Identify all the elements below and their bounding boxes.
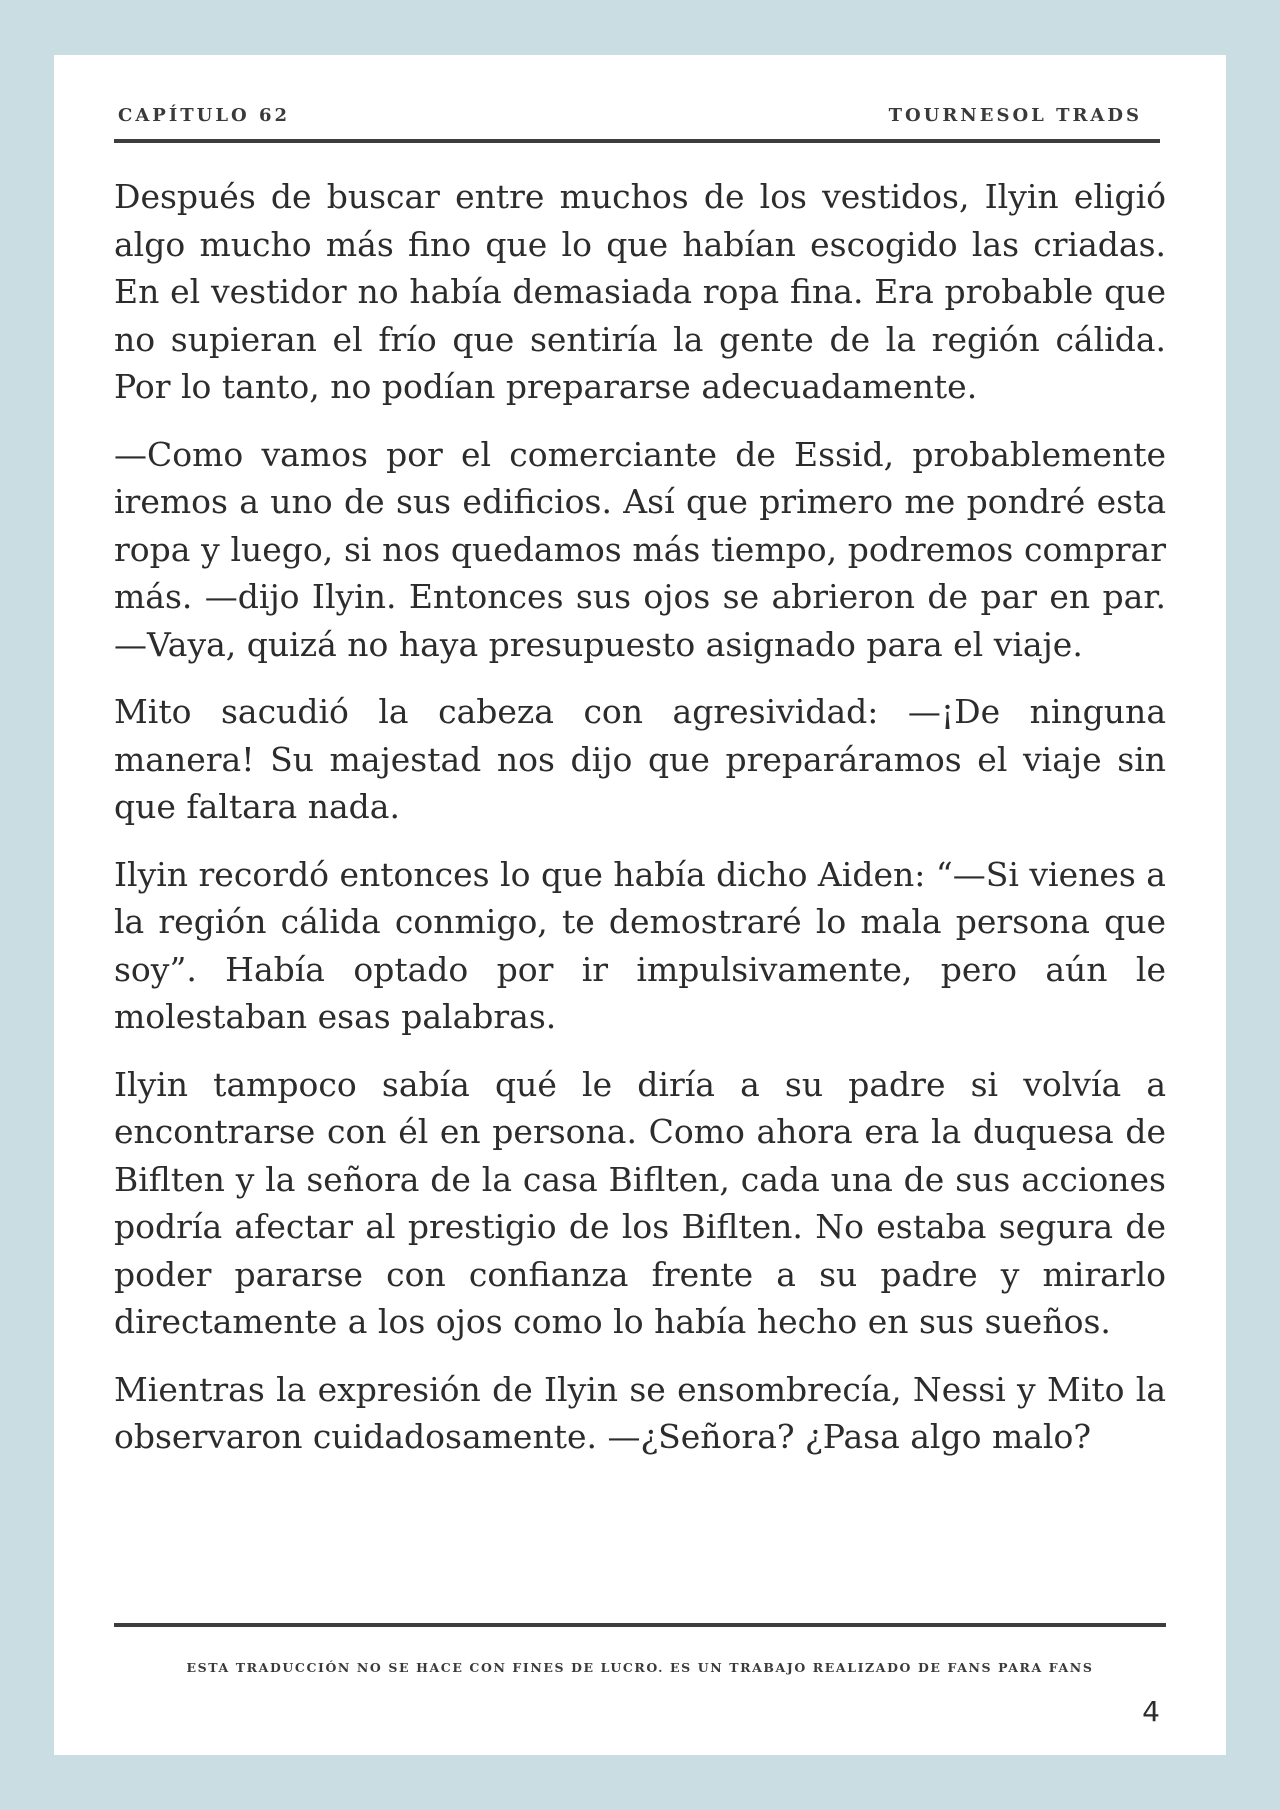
paragraph: Ilyin tampoco sabía qué le diría a su padre si volvía a encontrarse con él en persona. Como ahora era la duquesa de Biflten y la señora de la casa Biflten, cada una de sus acciones podría afectar al prestigio de los Biflten. No estaba segura de poder pararse con confianza frente a su padre y mirarlo directamente a los ojos como lo había hecho en sus sueños. xyxy=(114,1064,1166,1341)
disclaimer-note: ESTA TRADUCCIÓN NO SE HACE CON FINES DE LUCRO. ES UN TRABAJO REALIZADO DE FANS PARA FANS xyxy=(186,1660,1094,1675)
document-page xyxy=(54,55,1226,1755)
paragraph: —Como vamos por el comerciante de Essid, probablemente iremos a uno de sus edificios. Así que primero me pondré esta ropa y luego, si nos quedamos más tiempo, podremos comprar más. —dijo Ilyin. Entonces sus ojos se abrieron de par en par. —Vaya, quizá no haya presupuesto asignado para el viaje. xyxy=(114,434,1166,664)
footer-divider xyxy=(114,1623,1166,1627)
chapter-title: CAPÍTULO 62 xyxy=(118,105,290,126)
header-divider xyxy=(114,139,1160,143)
page-number: 4 xyxy=(1142,1695,1160,1728)
paragraph: Mito sacudió la cabeza con agresividad: —¡De ninguna manera! Su majestad nos dijo que preparáramos el viaje sin que faltara nada. xyxy=(114,692,1166,826)
paragraph: Mientras la expresión de Ilyin se ensombrecía, Nessi y Mito la observaron cuidadosamente. —¿Señora? ¿Pasa algo malo? xyxy=(114,1369,1166,1456)
chapter-body xyxy=(114,173,1166,1481)
paragraph: Ilyin recordó entonces lo que había dicho Aiden: “—Si vienes a la región cálida conmigo, te demostraré lo mala persona que soy”. Había optado por ir impulsivamente, pero aún le molestaban esas palabras. xyxy=(114,854,1166,1036)
translator-group: TOURNESOL TRADS xyxy=(888,105,1142,126)
paragraph: Después de buscar entre muchos de los vestidos, Ilyin eligió algo mucho más fino que lo que habían escogido las criadas. En el vestidor no había demasiada ropa fina. Era probable que no supieran el frío que sentiría la gente de la región cálida. Por lo tanto, no podían prepararse adecuadamente. xyxy=(114,177,1166,406)
